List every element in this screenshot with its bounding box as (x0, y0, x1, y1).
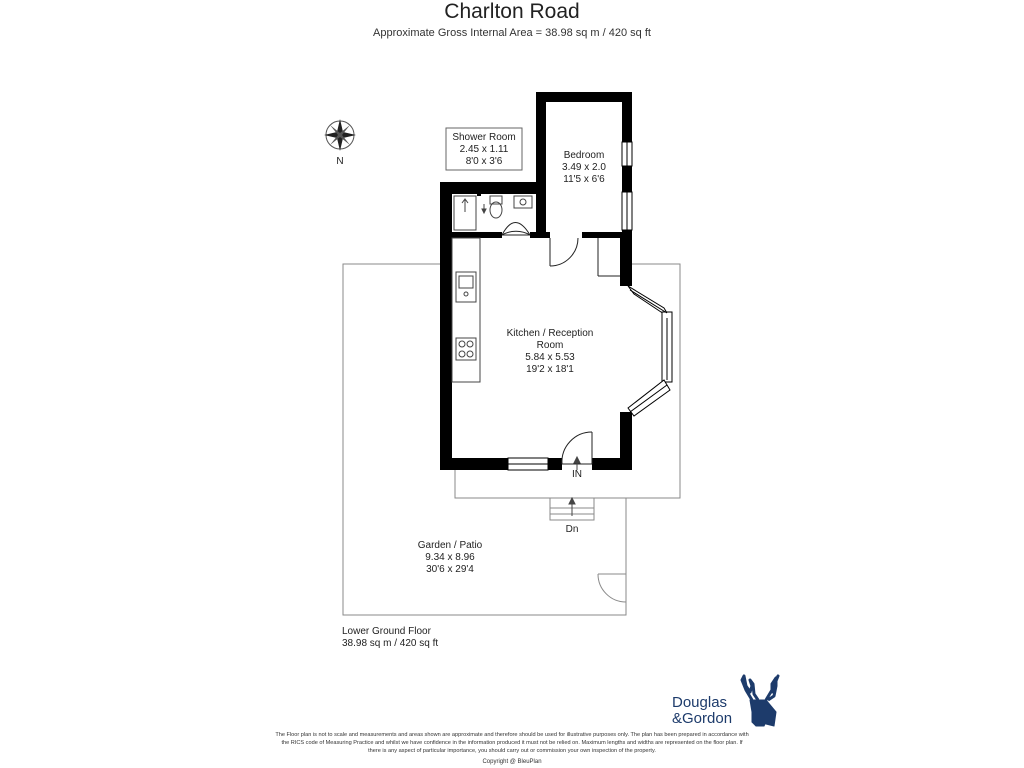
kitchen-metric: 5.84 x 5.53 (525, 352, 575, 363)
entrance-label: IN (572, 469, 582, 480)
disclaimer-line1: The Floor plan is not to scale and measurements and areas shown are approximate and therefore should be used for illustrative purposes only. The plan has been prepared in accordance with (275, 732, 749, 738)
compass-rose-icon (324, 119, 356, 151)
copyright: Copyright @ BleuPlan (482, 759, 542, 765)
floor-name: Lower Ground Floor (342, 626, 431, 637)
bay-window (628, 286, 672, 416)
disclaimer (220, 731, 804, 755)
shower-room-metric: 2.45 x 1.11 (459, 144, 509, 155)
kitchen-imperial: 19'2 x 18'1 (526, 364, 574, 375)
kitchen-name-line2: Room (536, 340, 564, 351)
brand-line1: Douglas (672, 694, 728, 711)
shower-room-name: Shower Room (452, 132, 516, 143)
kitchen-name-line1: Kitchen / Reception (506, 328, 594, 339)
disclaimer-line2: the RICS code of Measuring Practice and whilst we have confidence in the information produced it must not be relied on. Maximum lengths and widths are represented on the floor plan. If (281, 740, 743, 746)
bedroom-metric: 3.49 x 2.0 (562, 162, 606, 173)
garden-imperial: 30'6 x 29'4 (426, 564, 474, 575)
brand-line2: &Gordon (672, 710, 733, 727)
bedroom-label (546, 150, 622, 186)
floor-info (342, 626, 438, 650)
plan-subtitle: Approximate Gross Internal Area = 38.98 sq m / 420 sq ft (373, 27, 651, 39)
plan-title: Charlton Road (444, 0, 580, 23)
kitchen-reception-label (480, 328, 620, 376)
stag-head-icon (742, 676, 778, 726)
brand-wordmark (672, 695, 732, 727)
floor-area: 38.98 sq m / 420 sq ft (342, 638, 439, 649)
shower-room-label (446, 132, 522, 168)
bedroom-name: Bedroom (563, 150, 605, 161)
compass-north-label: N (336, 156, 344, 167)
garden-metric: 9.34 x 8.96 (425, 552, 475, 563)
disclaimer-line3: there is any aspect of particular importance, you should carry out or commission your own inspection of the property. (368, 748, 656, 754)
stairs-arrow-icon (569, 498, 575, 516)
bedroom-imperial: 11'5 x 6'6 (563, 174, 605, 185)
stairs-down-label: Dn (565, 524, 579, 535)
kitchen-units (452, 238, 480, 382)
garden-name: Garden / Patio (417, 540, 483, 551)
shower-room-imperial: 8'0 x 3'6 (465, 156, 503, 167)
garden-patio-label (400, 540, 500, 576)
garden-gate (598, 574, 626, 602)
shower-fixtures (454, 196, 532, 230)
